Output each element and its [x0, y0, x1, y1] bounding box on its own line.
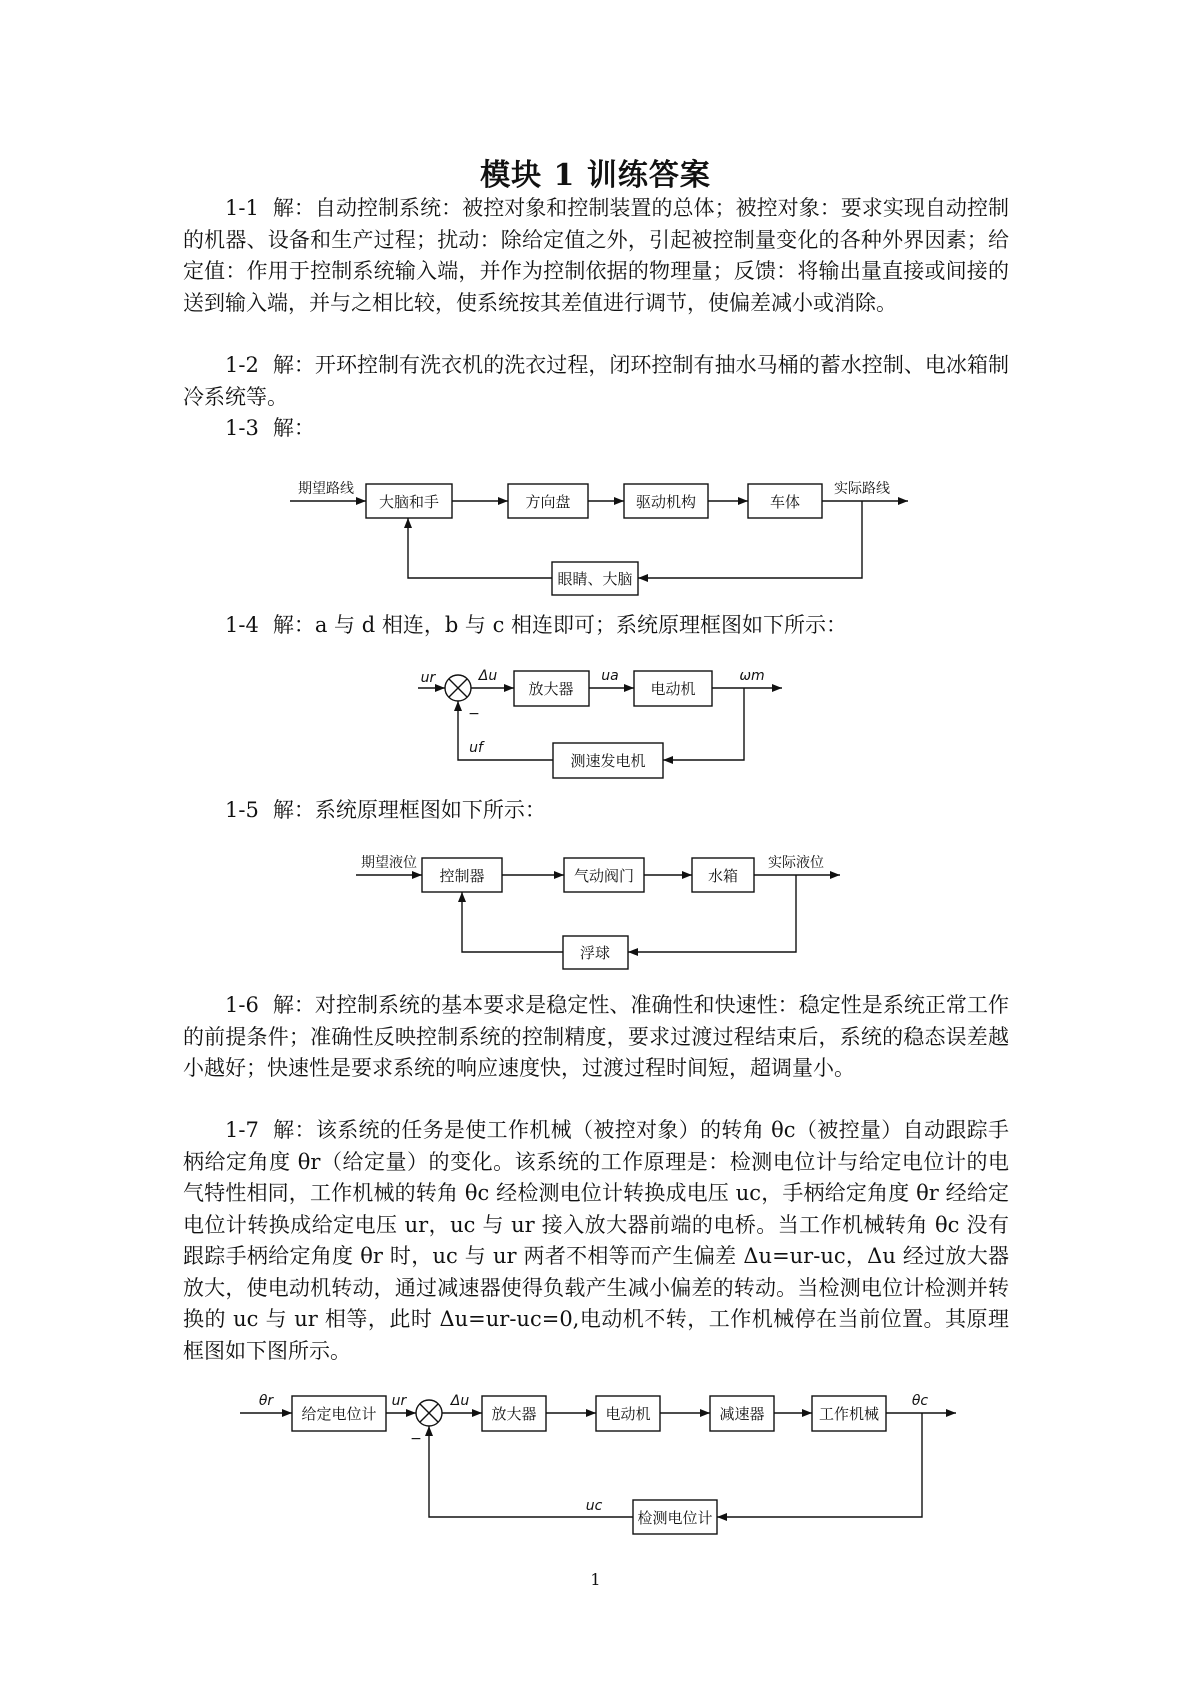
block-label-amplifier: 放大器 [491, 1405, 537, 1423]
paragraph-text: 解：开环控制有洗衣机的洗衣过程，闭环控制有抽水马桶的蓄水控制、电冰箱制冷系统等。 [183, 353, 1009, 409]
page-number: 1 [590, 1570, 601, 1589]
block-label-motor: 电动机 [650, 680, 696, 698]
label-minus: − [468, 706, 480, 722]
block-label-steering-wheel: 方向盘 [525, 493, 571, 511]
block-label-sensing-potentiometer: 检测电位计 [637, 1509, 713, 1527]
block-label-eyes-brain: 眼睛、大脑 [557, 570, 633, 588]
paragraph-text: 解：自动控制系统：被控对象和控制装置的总体；被控对象：要求实现自动控制的机器、设备和生产过程；扰动：除给定值之外，引起被控制量变化的各种外界因素；给定值：作用于控制系统输入端，并作为控制依据的物理量；反馈：将输出量直接或间接的送到输入端，并与之相比较，使系统按其差值进行调节，使偏差减小或消除。 [183, 196, 1009, 315]
page-title: 模块 1 训练答案 [480, 158, 711, 193]
paragraph-label: 1-7 [225, 1118, 259, 1142]
paragraph-label: 1-2 [225, 353, 259, 377]
label-uf: uf [469, 740, 483, 756]
paragraph-label: 1-4 [225, 613, 259, 637]
block-label-drive-mechanism: 驱动机构 [635, 493, 697, 511]
block-label-tachogenerator: 测速发电机 [570, 752, 646, 770]
paragraph-text: 解： [272, 416, 315, 440]
block-label-float: 浮球 [579, 944, 611, 962]
paragraph-label: 1-5 [225, 798, 259, 822]
block-label-vehicle-body: 车体 [769, 493, 801, 511]
paragraph-text: 解：该系统的任务是使工作机械（被控对象）的转角 θc（被控量）自动跟踪手柄给定角度 θr（给定量）的变化。该系统的工作原理是：检测电位计与给定电位计的电气特性相同，工作机械的转角 θc 经检测电位计转换成电压 uc，手柄给定角度 θr 经给定电位计转换成给定电压 ur，uc 与 ur 接入放大器前端的电桥。当工作机械转角 θc 没有跟踪手柄给定角度 θr 时，uc 与 ur 两者不相等而产生偏差 Δu=ur-uc，Δu 经过放大器放大，使电动机转动，通过减速器使得负载产生减小偏差的转动。当检测电位计检测并转换的 uc 与 ur 相等，此时 Δu=ur-uc=0,电动机不转，工作机械停在当前位置。其原理框图如下图所示。 [183, 1118, 1009, 1363]
label-actual-level: 实际液位 [768, 855, 824, 871]
label-ua: ua [601, 668, 619, 684]
label-theta-c: θc [911, 1393, 929, 1409]
paragraph-label: 1-3 [225, 416, 259, 440]
paragraph-label: 1-6 [225, 993, 259, 1017]
label-actual-route: 实际路线 [834, 481, 890, 497]
label-delta-u: Δu [450, 1393, 470, 1409]
block-label-brain-hand: 大脑和手 [378, 493, 440, 511]
paragraph-text: 解：对控制系统的基本要求是稳定性、准确性和快速性：稳定性是系统正常工作的前提条件；准确性反映控制系统的控制精度，要求过渡过程结束后，系统的稳态误差越小越好；快速性是要求系统的响应速度快，过渡过程时间短，超调量小。 [183, 993, 1009, 1080]
block-label-reference-potentiometer: 给定电位计 [301, 1405, 377, 1423]
block-label-water-tank: 水箱 [707, 867, 739, 885]
label-theta-r: θr [258, 1393, 274, 1409]
block-label-amplifier: 放大器 [528, 680, 574, 698]
label-minus: − [410, 1431, 422, 1447]
block-label-motor: 电动机 [605, 1405, 651, 1423]
block-label-reducer: 减速器 [719, 1405, 765, 1423]
paragraph-text: 解：a 与 d 相连，b 与 c 相连即可；系统原理框图如下所示： [272, 613, 848, 637]
label-ur: ur [420, 670, 436, 686]
label-uc: uc [585, 1498, 603, 1514]
block-label-controller: 控制器 [439, 867, 485, 885]
label-omega-m: ωm [739, 668, 765, 684]
block-label-work-machine: 工作机械 [818, 1405, 880, 1423]
label-expected-level: 期望液位 [361, 855, 417, 871]
block-label-pneumatic-valve: 气动阀门 [573, 867, 635, 885]
label-ur: ur [391, 1393, 407, 1409]
label-delta-u: Δu [478, 668, 498, 684]
label-expected-route: 期望路线 [298, 481, 354, 497]
paragraph-label: 1-1 [225, 196, 259, 220]
paragraph-text: 解：系统原理框图如下所示： [272, 798, 546, 822]
